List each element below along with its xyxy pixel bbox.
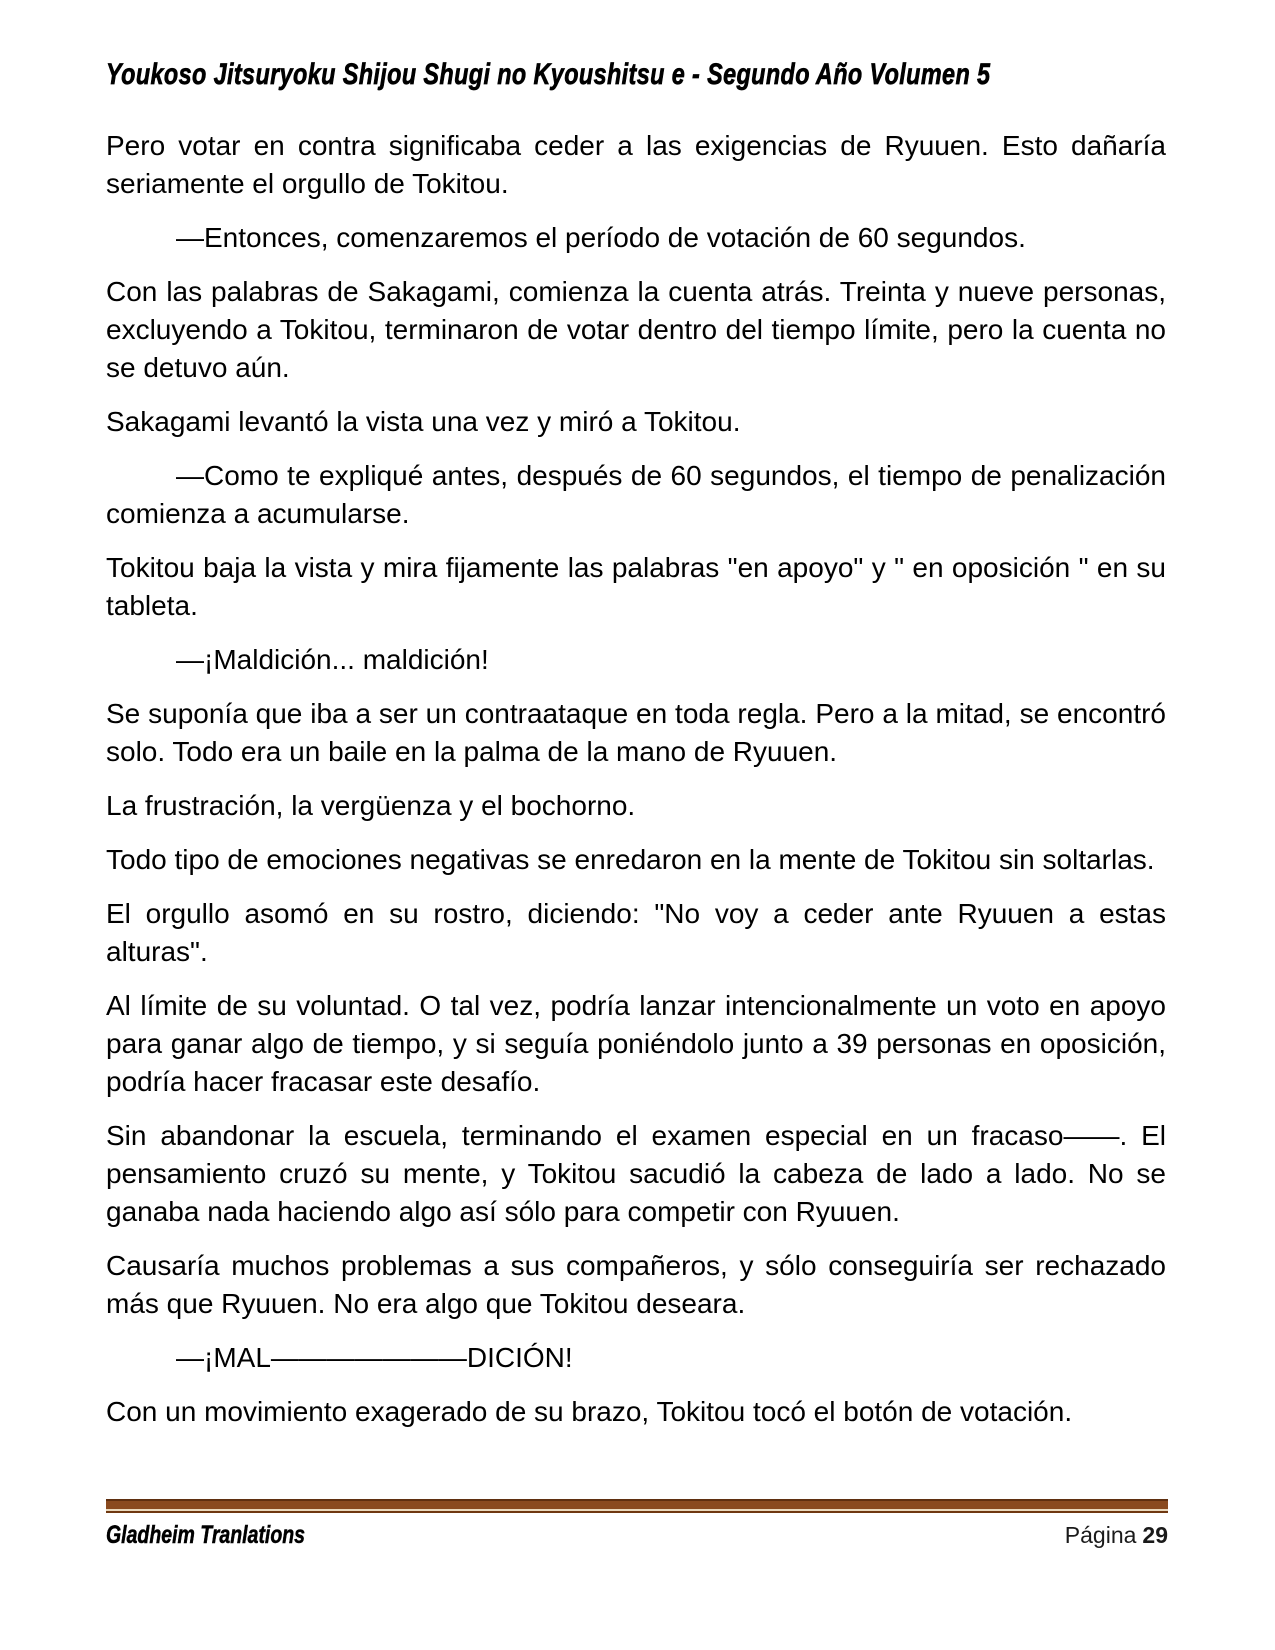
page-number-label: Página — [1064, 1522, 1137, 1548]
paragraph: —¡MAL———————DICIÓN! — [176, 1342, 573, 1373]
page-header — [106, 58, 1175, 92]
footer-rule — [106, 1499, 1168, 1513]
page-body — [106, 127, 1166, 1447]
header-title: Youkoso Jitsuryoku Shijou Shugi no Kyoushitsu e - Segundo Año Volumen 5 — [106, 58, 991, 91]
footer-rule-mid — [106, 1501, 1168, 1509]
footer-rule-thin — [106, 1511, 1168, 1513]
paragraph: —Como te expliqué antes, después de 60 segundos, el tiempo de penalización comienza a acumularse. — [106, 460, 1166, 529]
paragraph: La frustración, la vergüenza y el bochorno. — [106, 790, 636, 821]
page-number-value: 29 — [1142, 1522, 1168, 1548]
page-footer — [106, 1499, 1168, 1550]
paragraph: Pero votar en contra significaba ceder a las exigencias de Ryuuen. Esto dañaría seriamente el orgullo de Tokitou. — [106, 130, 1166, 199]
paragraph: Causaría muchos problemas a sus compañeros, y sólo conseguiría ser rechazado más que Ryuuen. No era algo que Tokitou deseara. — [106, 1250, 1166, 1319]
paragraph: Todo tipo de emociones negativas se enredaron en la mente de Tokitou sin soltarlas. — [106, 844, 1155, 875]
paragraph: Se suponía que iba a ser un contraataque en toda regla. Pero a la mitad, se encontró solo. Todo era un baile en la palma de la mano de Ryuuen. — [106, 698, 1166, 767]
paragraph: Sin abandonar la escuela, terminando el examen especial en un fracaso——. El pensamiento cruzó su mente, y Tokitou sacudió la cabeza de lado a lado. No se ganaba nada haciendo algo así sólo para competir con Ryuuen. — [106, 1120, 1166, 1227]
paragraph: Con un movimiento exagerado de su brazo, Tokitou tocó el botón de votación. — [106, 1396, 1073, 1427]
page-number — [1065, 1520, 1168, 1550]
paragraph: —¡Maldición... maldición! — [176, 644, 489, 675]
translator-credit: Gladheim Tranlations — [106, 1521, 306, 1549]
paragraph: Sakagami levantó la vista una vez y miró a Tokitou. — [106, 406, 741, 437]
paragraph: Al límite de su voluntad. O tal vez, podría lanzar intencionalmente un voto en apoyo para ganar algo de tiempo, y si seguía poniéndolo junto a 39 personas en oposición, podría hacer fracasar este desafío. — [106, 990, 1166, 1097]
paragraph: El orgullo asomó en su rostro, diciendo: "No voy a ceder ante Ryuuen a estas alturas". — [106, 898, 1166, 967]
paragraph: Con las palabras de Sakagami, comienza la cuenta atrás. Treinta y nueve personas, excluyendo a Tokitou, terminaron de votar dentro del tiempo límite, pero la cuenta no se detuvo aún. — [106, 276, 1166, 383]
paragraph: —Entonces, comenzaremos el período de votación de 60 segundos. — [176, 222, 1026, 253]
footer-row — [106, 1520, 1168, 1550]
paragraph: Tokitou baja la vista y mira fijamente las palabras "en apoyo" y " en oposición " en su tableta. — [106, 552, 1166, 621]
